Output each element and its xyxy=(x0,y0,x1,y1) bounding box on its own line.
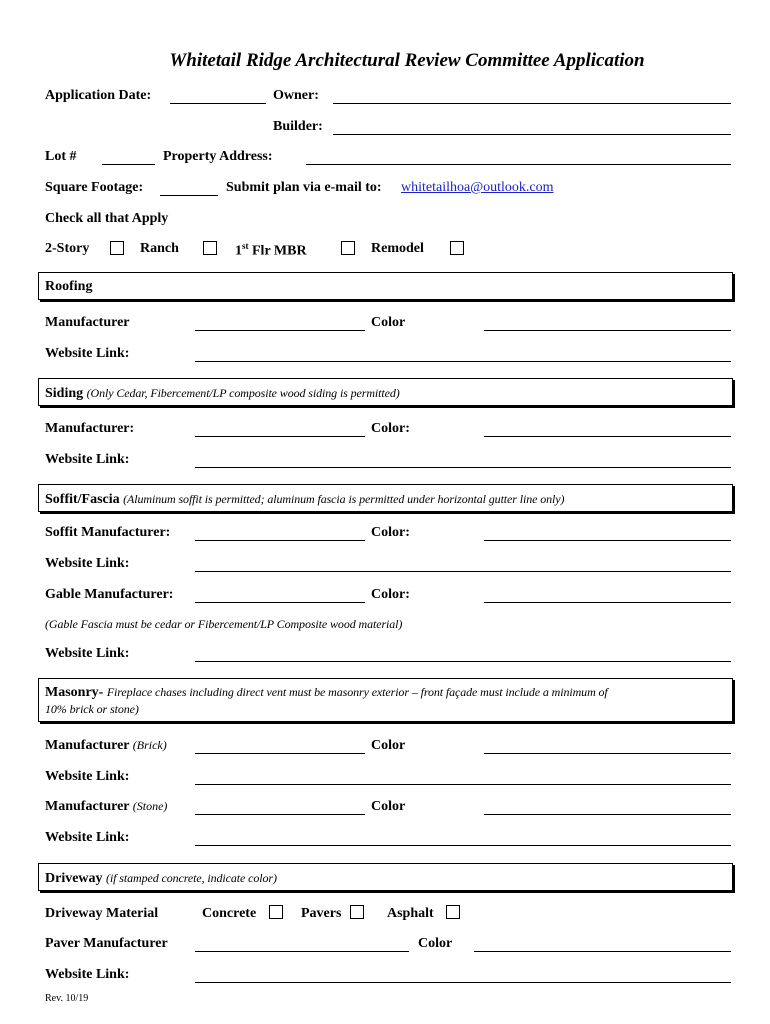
roofing-header xyxy=(38,272,733,300)
gable-manufacturer-label: Gable Manufacturer: xyxy=(45,587,174,602)
page-title: Whitetail Ridge Architectural Review Committee Application xyxy=(169,50,645,71)
driveway-title: Driveway xyxy=(45,871,103,886)
gable-color-field[interactable] xyxy=(484,602,731,603)
square-footage-field[interactable] xyxy=(160,195,218,196)
brick-color-field[interactable] xyxy=(484,753,731,754)
soffit-color-field[interactable] xyxy=(484,540,731,541)
soffit-website-field[interactable] xyxy=(195,571,731,572)
application-date-field[interactable] xyxy=(170,103,266,104)
gable-color-label: Color: xyxy=(371,587,410,602)
masonry-note: Fireplace chases including direct vent must be masonry exterior – front façade must include a minimum of xyxy=(106,685,608,699)
pavers-checkbox[interactable] xyxy=(350,905,364,919)
owner-field[interactable] xyxy=(333,103,731,104)
roofing-manufacturer-label: Manufacturer xyxy=(45,315,130,330)
brick-website-field[interactable] xyxy=(195,784,731,785)
siding-color-label: Color: xyxy=(371,421,410,436)
property-address-field[interactable] xyxy=(306,164,731,165)
soffit-manufacturer-field[interactable] xyxy=(195,540,365,541)
roofing-color-label: Color xyxy=(371,315,406,330)
email-link[interactable]: whitetailhoa@outlook.com xyxy=(401,180,554,195)
first-flr-mbr-label: 1st Flr MBR xyxy=(235,241,307,259)
paver-color-label: Color xyxy=(418,936,453,951)
roofing-website-label: Website Link: xyxy=(45,346,130,361)
masonry-note-continued: 10% brick or stone) xyxy=(45,702,139,716)
brick-manufacturer-field[interactable] xyxy=(195,753,365,754)
siding-website-field[interactable] xyxy=(195,467,731,468)
driveway-header xyxy=(38,863,733,891)
roofing-website-field[interactable] xyxy=(195,361,731,362)
soffit-website-label: Website Link: xyxy=(45,556,130,571)
check-all-label: Check all that Apply xyxy=(45,211,169,226)
gable-note: (Gable Fascia must be cedar or Fibercement/LP Composite wood material) xyxy=(45,617,403,631)
roofing-color-field[interactable] xyxy=(484,330,731,331)
siding-title: Siding xyxy=(45,386,84,401)
lot-label: Lot # xyxy=(45,149,77,164)
roofing-title: Roofing xyxy=(45,279,93,294)
two-story-label: 2-Story xyxy=(45,241,90,256)
remodel-checkbox[interactable] xyxy=(450,241,464,255)
stone-color-field[interactable] xyxy=(484,814,731,815)
builder-field[interactable] xyxy=(333,134,731,135)
paver-color-field[interactable] xyxy=(474,951,731,952)
driveway-material-label: Driveway Material xyxy=(45,906,159,921)
property-address-label: Property Address: xyxy=(163,149,273,164)
owner-label: Owner: xyxy=(273,88,319,103)
asphalt-checkbox[interactable] xyxy=(446,905,460,919)
revision-label: Rev. 10/19 xyxy=(45,993,89,1004)
brick-website-label: Website Link: xyxy=(45,769,130,784)
application-date-label: Application Date: xyxy=(45,88,152,103)
siding-website-label: Website Link: xyxy=(45,452,130,467)
soffit-color-label: Color: xyxy=(371,525,410,540)
roofing-manufacturer-field[interactable] xyxy=(195,330,365,331)
masonry-header xyxy=(38,678,733,722)
stone-manufacturer-field[interactable] xyxy=(195,814,365,815)
soffit-manufacturer-label: Soffit Manufacturer: xyxy=(45,525,171,540)
masonry-title: Masonry- xyxy=(45,685,104,700)
lot-field[interactable] xyxy=(102,164,155,165)
stone-website-field[interactable] xyxy=(195,845,731,846)
stone-color-label: Color xyxy=(371,799,406,814)
builder-label: Builder: xyxy=(273,119,323,134)
paver-manufacturer-label: Paver Manufacturer xyxy=(45,936,168,951)
concrete-checkbox[interactable] xyxy=(269,905,283,919)
siding-manufacturer-label: Manufacturer: xyxy=(45,421,135,436)
soffit-fascia-note: (Aluminum soffit is permitted; aluminum fascia is permitted under horizontal gutter line only) xyxy=(123,492,565,506)
siding-note: (Only Cedar, Fibercement/LP composite wood siding is permitted) xyxy=(86,386,400,400)
asphalt-label: Asphalt xyxy=(387,906,434,921)
paver-manufacturer-field[interactable] xyxy=(195,951,409,952)
brick-manufacturer-label: Manufacturer (Brick) xyxy=(45,738,167,753)
driveway-website-label: Website Link: xyxy=(45,967,130,982)
gable-website-field[interactable] xyxy=(195,661,731,662)
concrete-label: Concrete xyxy=(202,906,257,921)
two-story-checkbox[interactable] xyxy=(110,241,124,255)
driveway-website-field[interactable] xyxy=(195,982,731,983)
square-footage-label: Square Footage: xyxy=(45,180,144,195)
gable-website-label: Website Link: xyxy=(45,646,130,661)
driveway-note: (if stamped concrete, indicate color) xyxy=(106,871,277,885)
soffit-fascia-header xyxy=(38,484,733,512)
ranch-checkbox[interactable] xyxy=(203,241,217,255)
stone-website-label: Website Link: xyxy=(45,830,130,845)
siding-color-field[interactable] xyxy=(484,436,731,437)
ranch-label: Ranch xyxy=(140,241,179,256)
soffit-fascia-title: Soffit/Fascia xyxy=(45,492,120,507)
stone-manufacturer-label: Manufacturer (Stone) xyxy=(45,799,168,814)
remodel-label: Remodel xyxy=(371,241,424,256)
siding-header xyxy=(38,378,733,406)
pavers-label: Pavers xyxy=(301,906,342,921)
brick-color-label: Color xyxy=(371,738,406,753)
siding-manufacturer-field[interactable] xyxy=(195,436,365,437)
gable-manufacturer-field[interactable] xyxy=(195,602,365,603)
submit-plan-label: Submit plan via e-mail to: xyxy=(226,180,382,195)
first-flr-mbr-checkbox[interactable] xyxy=(341,241,355,255)
